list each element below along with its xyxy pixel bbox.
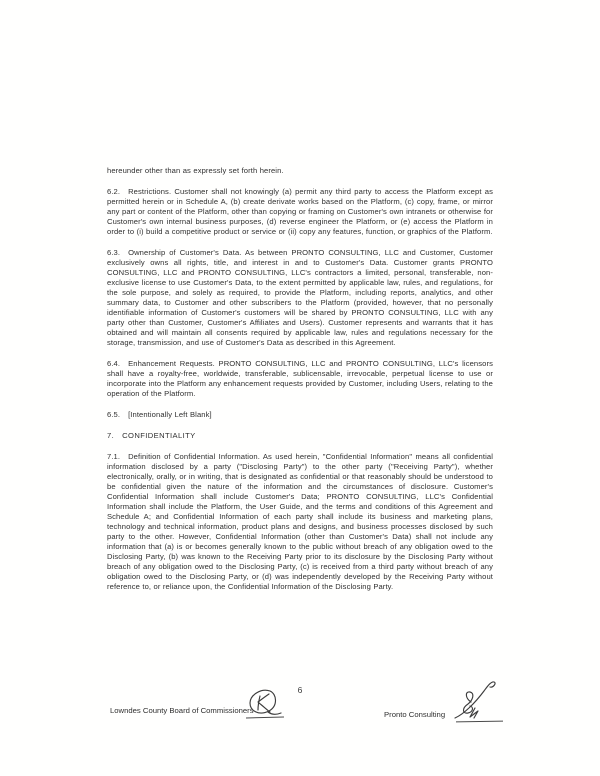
section-6-4 <box>107 359 493 399</box>
section-heading-text: CONFIDENTIALITY <box>122 431 196 440</box>
signature-label-customer: Lowndes County Board of Commissioners <box>110 706 254 715</box>
section-7-1 <box>107 452 493 592</box>
section-text: Enhancement Requests. PRONTO CONSULTING, LLC and PRONTO CONSULTING, LLC's licensors shall have a royalty-free, worldwide, transferable, sublicensable, irrevocable, perpetual license to use or incorporate into the Platform any enhancement requests provided by Customer, including Users, relating to the operation of the Platform. <box>107 359 493 398</box>
section-6-2 <box>107 187 493 237</box>
section-6-5 <box>107 410 493 420</box>
section-text: Ownership of Customer's Data. As between PRONTO CONSULTING, LLC and Customer, Customer exclusively owns all rights, title, and interest in and to Customer's Data. Customer grants PRONTO CONSULTING, LLC and PRONTO CONSULTING, LLC's contractors a limited, personal, transferable, non-exclusive license to use Customer's Data, to the extent permitted by applicable law, rules, and regulations, for the sole purpose, and solely as required, to provide the Platform, including reports, analytics, and other summary data, to Customer and other subscribers to the Platform (provided, however, that no personally identifiable information of Customer's customers will be shared by PRONTO CONSULTING, LLC with any party other than Customer, Customer's Affiliates and Users). Customer represents and warrants that it has obtained and will maintain all consents required by applicable law, rules and regulations necessary for the storage, transmission, and use of Customer's Data as described in this Agreement. <box>107 248 493 347</box>
customer-signature-scribble-icon <box>245 687 283 719</box>
section-text: Definition of Confidential Information. As used herein, "Confidential Information" means all confidential information disclosed by a party ("Disclosing Party") to the other party ("Receiving Party"), whether electronically, orally, or in writing, that is designated as confidential or that reasonably should be understood to be confidential given the nature of the information and the circumstances of disclosure. Customer's Confidential Information shall include Customer's Data; PRONTO CONSULTING, LLC's Confidential Information shall include the Platform, the User Guide, and the terms and conditions of this Agreement and Schedule A; and Confidential Information of each party shall include its business and marketing plans, technology and technical information, product plans and designs, and business processes disclosed by such party to the other. However, Confidential Information (other than Customer's Data) shall not include any information that (a) is or becomes generally known to the public without breach of any obligation owed to the Disclosing Party, (b) was known to the Receiving Party prior to its disclosure by the Disclosing Party without breach of any obligation owed to the Disclosing Party, (c) is received from a third party without breach of any obligation owed to the Disclosing Party, or (d) was independently developed by the Receiving Party without reference to, or reliance upon, the Confidential Information of the Disclosing Party. <box>107 452 493 591</box>
section-6-3 <box>107 248 493 348</box>
section-7-heading <box>107 431 493 441</box>
section-number: 6.3. <box>107 248 121 257</box>
paragraph-continuation: hereunder other than as expressly set forth herein. <box>107 166 284 175</box>
section-number: 6.2. <box>107 187 121 196</box>
pronto-signature-scribble-icon <box>450 678 502 722</box>
section-number: 7. <box>107 431 115 440</box>
section-number: 6.4. <box>107 359 121 368</box>
pronto-signature-line <box>456 721 503 723</box>
section-text: Restrictions. Customer shall not knowingly (a) permit any third party to access the Platform except as permitted herein or in Schedule A, (b) create derivate works based on the Platform, (c) copy, frame, or mirror any part or content of the Platform, other than copying or framing on Customer's own intranets or otherwise for Customer's own internal business purposes, (d) reverse engineer the Platform, or (e) access the Platform in order to (i) build a competitive product or service or (ii) copy any features, function, or graphics of the Platform. <box>107 187 493 236</box>
section-number: 7.1. <box>107 452 121 461</box>
section-number: 6.5. <box>107 410 121 419</box>
page-number: 6 <box>297 685 303 695</box>
contract-text-block <box>107 166 493 603</box>
signature-label-pronto: Pronto Consulting <box>384 710 446 719</box>
section-text: [Intentionally Left Blank] <box>128 410 212 419</box>
